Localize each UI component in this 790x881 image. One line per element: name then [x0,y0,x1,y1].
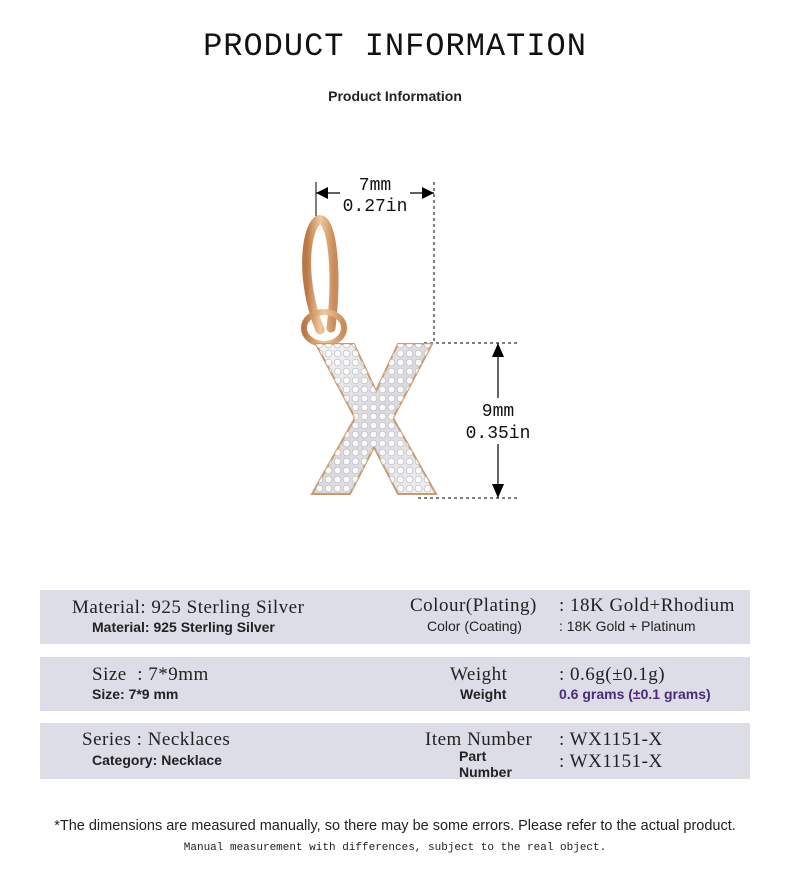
color-coating-label: Color (Coating) [427,618,522,634]
spec-row-size [40,657,750,711]
height-mm-label: 9mm [481,402,515,422]
measurement-note-small: Manual measurement with differences, subject to the real object. [183,842,607,854]
page-subtitle: Product Information [328,88,462,104]
colour-value: : 18K Gold+Rhodium [559,595,735,616]
material-label: Material: 925 Sterling Silver [72,597,305,618]
item-number-value: : WX1151-X [559,729,663,750]
pendant-diagram [0,160,790,520]
category-label-small: Category: Necklace [92,752,222,768]
colour-label: Colour(Plating) [410,595,537,616]
width-mm-label: 7mm [358,176,392,196]
height-in-label: 0.35in [465,424,531,444]
color-coating-value: : 18K Gold + Platinum [559,618,696,634]
height-dimension [418,343,535,498]
item-number-label: Item Number [425,729,533,750]
letter-x-pendant-image [304,220,436,494]
part-number-label: Part Number [459,748,512,780]
material-label-small: Material: 925 Sterling Silver [92,619,275,635]
spec-row-material [40,590,750,644]
weight-value-small: 0.6 grams (±0.1 grams) [559,686,711,702]
weight-label-small: Weight [460,686,507,702]
size-label: Size : 7*9mm [92,664,209,685]
size-label-small: Size: 7*9 mm [92,686,179,702]
width-in-label: 0.27in [342,197,408,217]
measurement-note: *The dimensions are measured manually, so there may be some errors. Please refer to the actual product. [54,818,736,834]
weight-value: : 0.6g(±0.1g) [559,664,666,685]
page-title: PRODUCT INFORMATION [203,28,587,65]
series-label: Series : Necklaces [82,729,231,750]
spec-row-series [40,723,750,779]
part-number-value: : WX1151-X [559,751,663,772]
weight-label: Weight [450,664,508,685]
